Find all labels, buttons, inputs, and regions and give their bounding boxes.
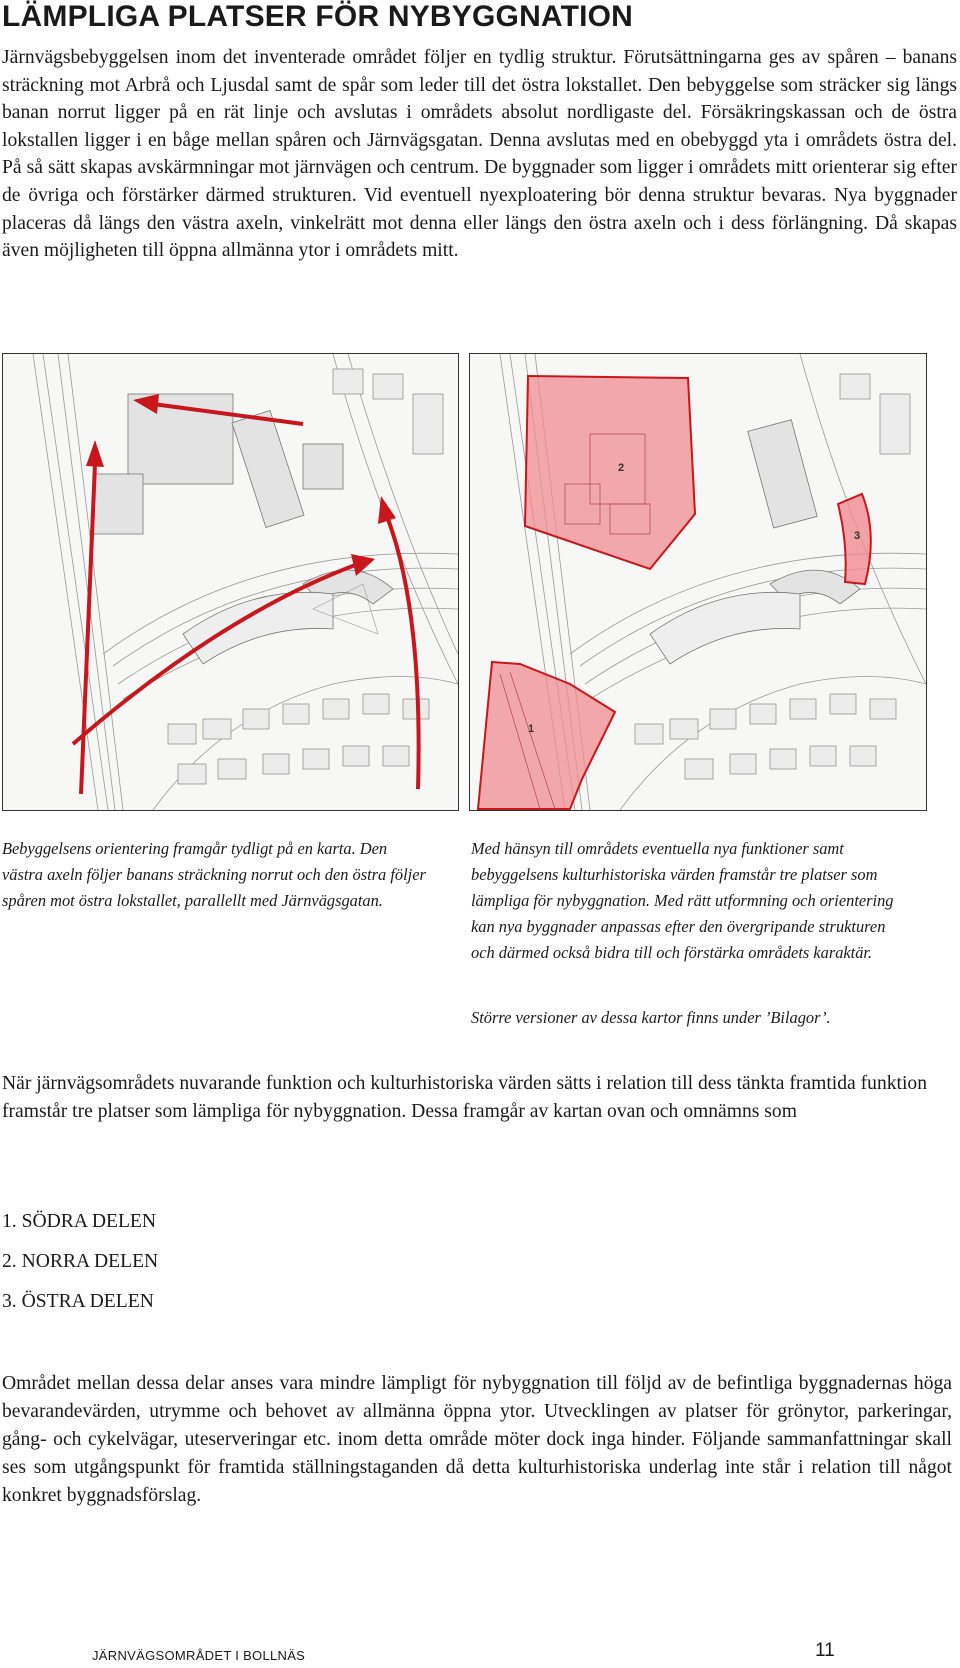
page-number: 11 — [815, 1640, 835, 1661]
zone-2-label: 2 — [618, 462, 625, 474]
zone-3-label: 3 — [854, 530, 861, 542]
orientation-map-drawing — [3, 354, 458, 810]
summary-paragraph: Området mellan dessa delar anses vara mindre lämpligt för nybyggnation till följd av de befintliga byggnadernas höga bevarandevärden, utrymme och behovet av allmänna öppna ytor. Utvecklingen av platser för grönytor, parkeringar, gång- och cykelvägar, uteserveringar etc. inom detta område möter dock inga hinder. Följande sammanfattningar skall ses som utgångspunkt för framtida ställningstaganden då detta kulturhistoriska underlag inte står i relation till något konkret byggnadsförslag. — [2, 1373, 952, 1506]
right-map-caption: Med hänsyn till områdets eventuella nya funktioner samt bebyggelsens kulturhistoriska värden framstår tre platser som lämpliga för nybyggnation. Med rätt utformning och orientering kan nya byggnader anpassas efter den övergripande strukturen och därmed också bidra till och förstärka områdets karaktär. — [471, 839, 894, 962]
site-list-item: 1. SÖDRA DELEN — [2, 1211, 157, 1232]
sites-intro-paragraph: När järnvägsområdets nuvarande funktion och kulturhistoriska värden sätts i relation till dess tänkta framtida funktion framstår tre platser som lämpliga för nybyggnation. Dessa framgår av kartan ovan och omnämns som — [2, 1073, 928, 1122]
orientation-map — [2, 353, 459, 811]
zone-2-shape — [525, 376, 695, 569]
page-title: LÄMPLIGA PLATSER FÖR NYBYGGNATION — [2, 0, 634, 33]
footer-document-title: JÄRNVÄGSOMRÅDET I BOLLNÄS — [92, 1648, 306, 1663]
zone-1 — [478, 662, 615, 809]
suitable-sites-map-drawing — [470, 354, 926, 810]
site-list — [2, 1208, 158, 1328]
appendix-note: Större versioner av dessa kartor finns under ’Bilagor’. — [471, 1008, 831, 1027]
zone-1-shape — [478, 662, 615, 809]
site-list-item: 3. ÖSTRA DELEN — [2, 1291, 154, 1312]
site-list-item: 2. NORRA DELEN — [2, 1251, 159, 1272]
left-map-caption: Bebyggelsens orientering framgår tydligt på en karta. Den västra axeln följer banans sträckning norrut och den östra följer spåren mot östra lokstallet, parallellt med Järnvägsgatan. — [2, 839, 426, 910]
zone-1-label: 1 — [528, 723, 535, 735]
zone-2 — [525, 376, 695, 569]
suitable-sites-map — [469, 353, 927, 811]
intro-paragraph: Järnvägsbebyggelsen inom det inventerade området följer en tydlig struktur. Förutsättningarna ges av spåren – banans sträckning mot Arbrå och Ljusdal samt de spår som leder till det östra lokstallet. Den bebyggelse som sträcker sig längs banan norrut ligger på en rät linje och avslutas i områdets absolut nordligaste del. Försäkringskassan och de östra lokstallen ligger i en båge mellan spåren och Järnvägsgatan. Denna avslutas med en obebyggd yta i områdets östra del. På så sätt skapas avskärmningar mot järnvägen och centrum. De byggnader som ligger i områdets mitt orienterar sig efter de övriga och förstärker därmed strukturen. Vid eventuell nyexploatering bör denna struktur bevaras. Nya byggnader placeras då längs den västra axeln, vinkelrätt mot denna eller längs den östra axeln och i dess förlängning. Då skapas även möjligheten till öppna allmänna ytor i områdets mitt. — [2, 47, 957, 262]
